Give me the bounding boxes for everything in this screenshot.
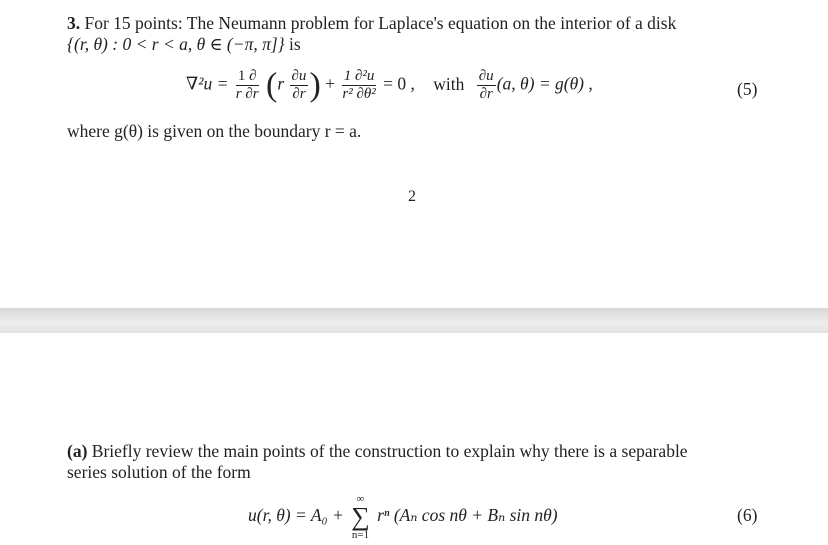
eq5-frac3: $\frac{\text{1 ∂²u}}{\text{r² ∂θ²}}$ [342,68,376,102]
equation-5: ∇²u = $\frac{1 \partial}{r \partial r}$ (r $\frac{\partial u}{\partial r}$ ) + $\frac{\text{1 ∂²u}}{\text{r² ∂θ²}}$ = 0 , with $\frac{\partial u}{\partial r}$ (a, θ) = g(θ) , [186,66,593,104]
eq5-bc-rest: (a, θ) = g(θ) , [496,73,593,94]
eq5-inner-r: r [277,73,285,94]
domain-suffix: is [289,34,301,54]
eq5-frac2: $\frac{\partial u}{\partial r}$ [291,68,307,102]
part-a-line1: Briefly review the main points of the construction to explain why there is a separable [91,441,688,461]
part-a-line2: series solution of the form [67,462,251,482]
page-2 [0,333,828,545]
part-a-label: (a) [67,441,88,461]
sum-upper: ∞ [356,493,365,505]
domain-set: {(r, θ) : 0 < r < a, θ ∈ (−π, π]} [67,34,285,54]
equation-6-number: (6) [737,505,758,525]
eq5-bc-frac: $\frac{\partial u}{\partial r}$ [478,68,494,102]
equation-6 [248,493,558,541]
eq6-rhs: rⁿ (Aₙ cos nθ + Bₙ sin nθ) [377,505,558,526]
eq5-with: with [433,73,465,94]
page-number: 2 [408,188,416,205]
where-line: where g(θ) is given on the boundary r = a. [67,121,362,141]
problem-number: 3. [67,13,81,33]
part-a-text [67,441,762,483]
eq6-lhs: u(r, θ) = A₀ + [248,505,344,526]
page-separator [0,308,828,333]
summation [351,493,370,541]
eq5-equals-zero: = 0 , [383,73,415,94]
sum-lower: n=1 [351,529,370,541]
eq5-lhs: ∇²u = [186,73,229,94]
sum-symbol: ∑ [351,502,370,531]
equation-5-number: (5) [737,79,758,99]
eq5-frac1: $\frac{1 \partial}{r \partial r}$ [235,68,259,102]
problem-intro [67,13,762,55]
problem-intro-text: For 15 points: The Neumann problem for Laplace's equation on the interior of a disk [84,13,677,33]
